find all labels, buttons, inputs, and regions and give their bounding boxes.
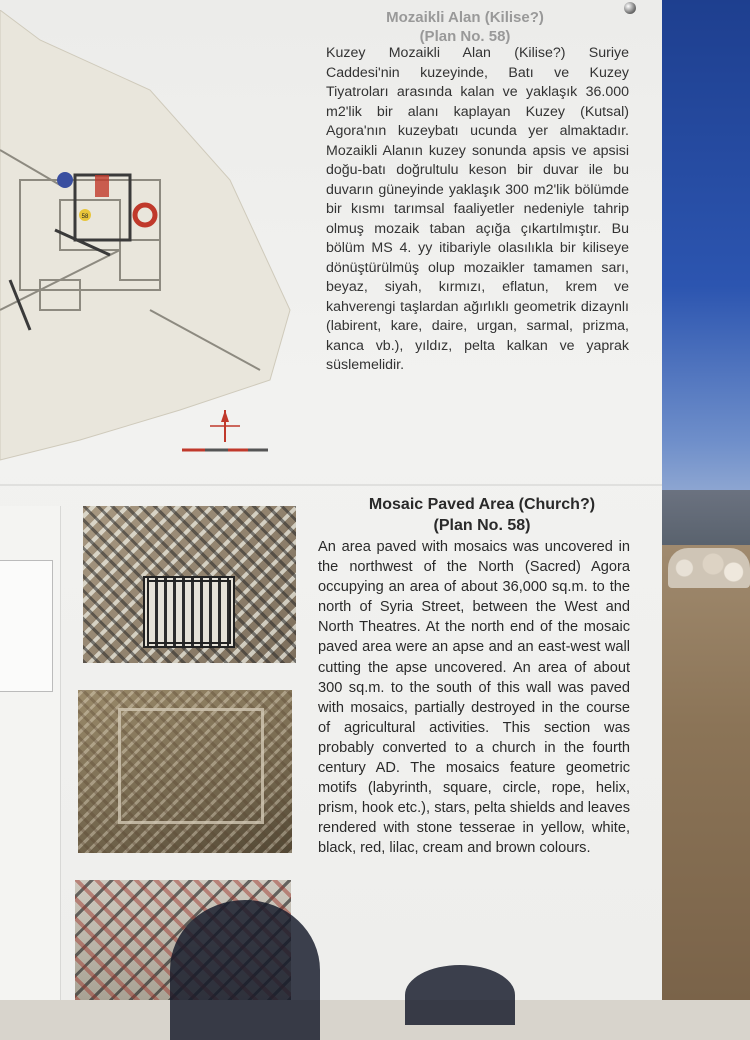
section-divider [0,484,662,486]
north-arrow-icon [210,410,240,442]
turkish-title-line2: (Plan No. 58) [419,28,511,45]
hand-shadow [405,965,515,1025]
ground [662,545,750,1000]
blue-theatre-marker [57,172,73,188]
turkish-title-line1: Mozaikli Alan (Kilise?) [386,9,544,26]
red-structure-marker [95,175,109,197]
mosaic-panel-detail [118,708,264,824]
site-area-shape [0,10,290,460]
photographer-shadow [170,900,320,1040]
mosaic-panel-detail [143,576,235,648]
sky [662,0,750,520]
english-description: An area paved with mosaics was uncovered in the northwest of the North (Sacred) Agora occupying an area of about 36,000 sq.m. to the north of Syria Street, between the West and North Theatres. At the north end of the mosaic paved area were an apse and an east-west wall cutting the apse uncovered. An area of about 300 sq.m. to the south of this wall was paved with mosaics, partially destroyed in the course of agricultural activities. This section was probably converted to a church in the fourth century AD. The mosaics feature geometric motifs (labyrinth, square, circle, rope, helix, prism, hook etc.), stars, pelta shields and leaves rendered with stone tesserae in yellow, white, black, red, lilac, cream and brown colours. [318,539,630,857]
english-title-line2: (Plan No. 58) [433,517,531,534]
distant-hills [662,490,750,550]
rubble-pile [668,548,750,588]
plan-inset [0,560,53,692]
mosaic-photo-2 [78,690,292,853]
turkish-title [300,8,630,46]
site-plan-map [0,10,300,470]
mosaic-photo-1 [83,506,296,663]
english-title-line1: Mosaic Paved Area (Church?) [368,496,596,513]
plan-58-label: 58 [81,214,89,220]
english-title [322,494,642,536]
turkish-description: Kuzey Mozaikli Alan (Kilise?) Suriye Caddesi'nin kuzeyinde, Batı ve Kuzey Tiyatroları arasında kalan ve yaklaşık 36.000 m2'lik bir alanı kaplayan Kuzey (Kutsal) Agora'nın kuzeybatı ucunda yer almaktadır. Mozaikli Alanın kuzey sonunda apsis ve apsisi doğu-batı doğrultulu keson bir duvar ile bu duvarın güneyinde yaklaşık 300 m2'lik bölümde bir kısmı tarımsal faaliyetler nedeniyle tahrip olmuş mozaik taban açığa çıkartılmıştır. Bu bölüm MS 4. yy itibariyle olasılıkla bir kiliseye dönüştürülmüş olup mozaikler tamamen sarı, beyaz, siyah, kırmızı, eflatun, krem ve kahverengi taşlardan ağırlıklı geometrik dizaynlı (labirent, kare, daire, urgan, sarmal, prizma, kanca vb.), yıldız, pelta kalkan ve yaprak süslemelidir. [326,45,629,373]
